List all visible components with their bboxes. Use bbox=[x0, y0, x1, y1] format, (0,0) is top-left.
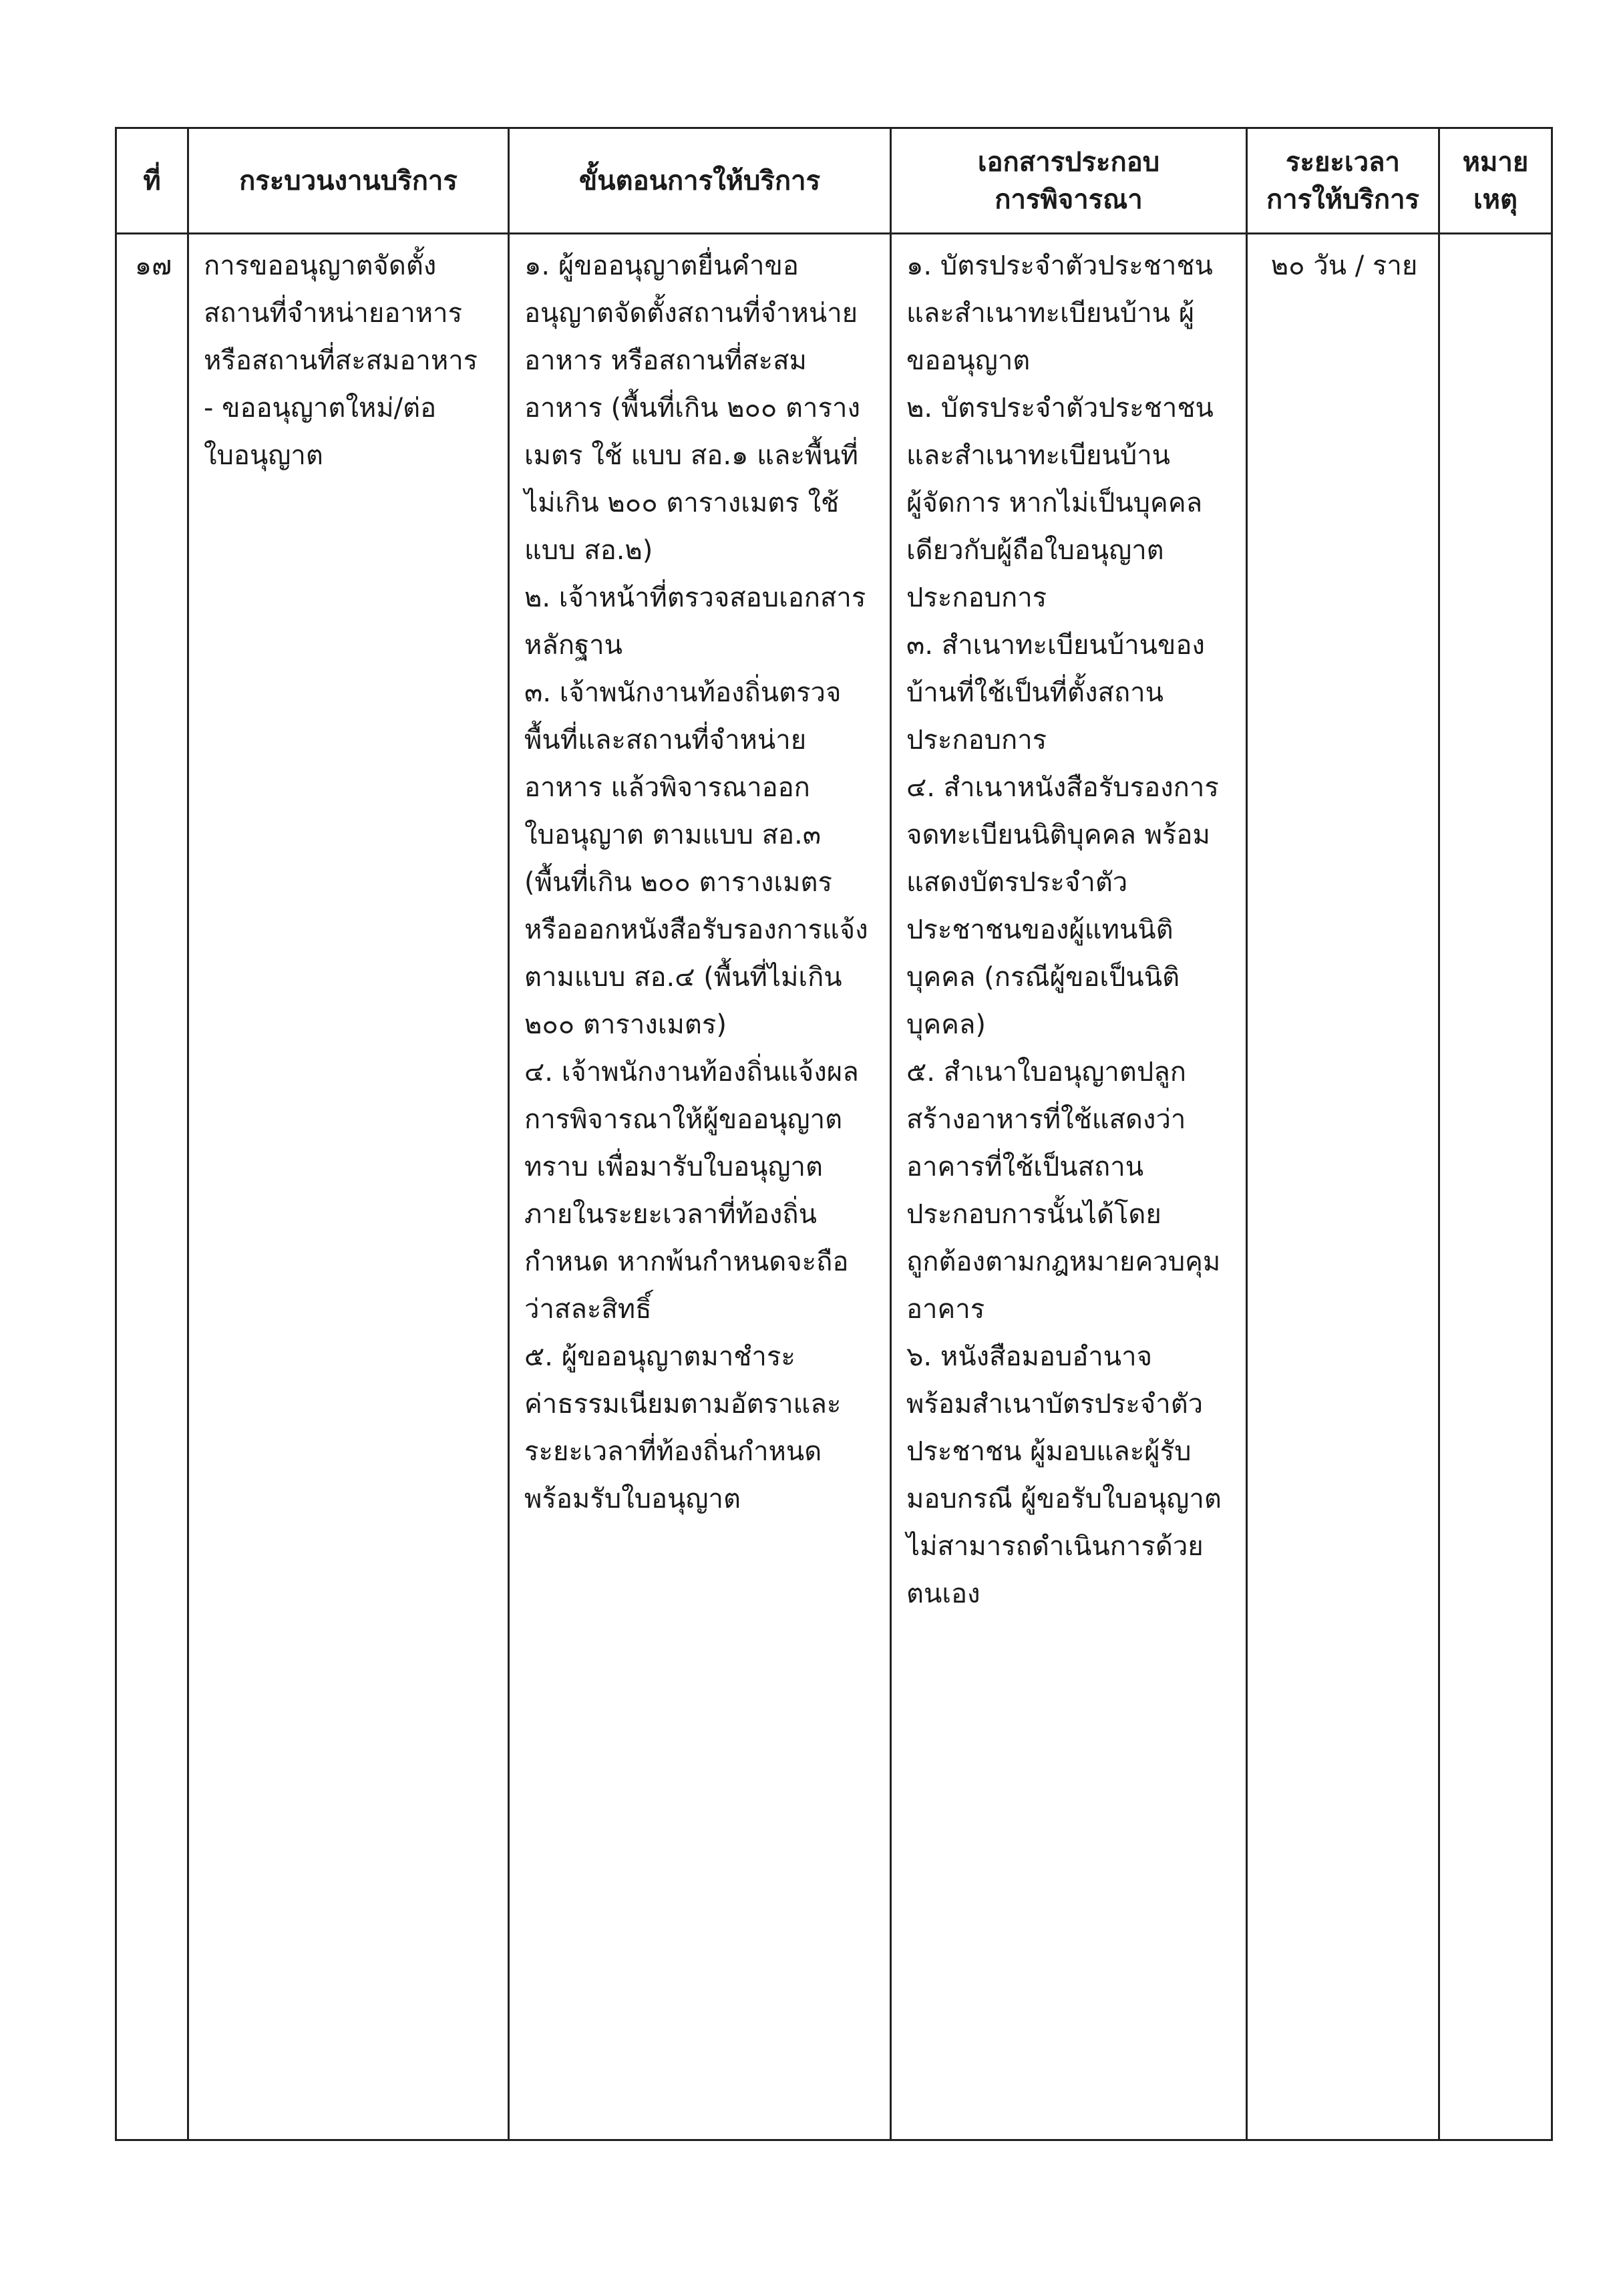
document-line: ๕. สำเนาใบอนุญาตปลูก bbox=[906, 1057, 1186, 1088]
documents-text bbox=[892, 234, 1246, 1618]
step-line: หรือออกหนังสือรับรองการแจ้ง bbox=[524, 915, 868, 945]
remark-text bbox=[1440, 234, 1551, 242]
document-line: ถูกต้องตามกฎหมายควบคุม bbox=[906, 1247, 1221, 1277]
document-line: ประกอบการ bbox=[906, 583, 1047, 613]
header-remark bbox=[1439, 128, 1552, 234]
document-line: และสำเนาทะเบียนบ้าน ผู้ bbox=[906, 298, 1195, 329]
document-line: ๒. บัตรประจำตัวประชาชน bbox=[906, 393, 1214, 424]
header-documents-line2: การพิจารณา bbox=[995, 184, 1143, 215]
document-line: ประกอบการ bbox=[906, 725, 1047, 756]
process-line: หรือสถานที่สะสมอาหาร bbox=[204, 345, 478, 376]
document-line: ตนเอง bbox=[906, 1579, 980, 1609]
document-line: มอบกรณี ผู้ขอรับใบอนุญาต bbox=[906, 1484, 1222, 1514]
document-line: จดทะเบียนนิติบุคคล พร้อม bbox=[906, 820, 1210, 850]
steps-text bbox=[510, 234, 890, 1523]
cell-process bbox=[188, 234, 509, 2140]
document-line: ๑. บัตรประจำตัวประชาชน bbox=[906, 251, 1213, 281]
document-line: เดียวกับผู้ถือใบอนุญาต bbox=[906, 535, 1164, 566]
header-steps: ขั้นตอนการให้บริการ bbox=[509, 128, 891, 234]
step-line: ๒. เจ้าหน้าที่ตรวจสอบเอกสาร bbox=[524, 583, 866, 613]
document-line: สร้างอาหารที่ใช้แสดงว่า bbox=[906, 1104, 1186, 1135]
step-line: ๒๐๐ ตารางเมตร) bbox=[524, 1009, 727, 1040]
step-line: อนุญาตจัดตั้งสถานที่จำหน่าย bbox=[524, 298, 858, 329]
step-line: ทราบ เพื่อมารับใบอนุญาต bbox=[524, 1152, 823, 1182]
header-no: ที่ bbox=[116, 128, 188, 234]
document-line: ๓. สำเนาทะเบียนบ้านของ bbox=[906, 630, 1205, 661]
step-line: อาหาร (พื้นที่เกิน ๒๐๐ ตาราง bbox=[524, 393, 860, 424]
step-line: ระยะเวลาที่ท้องถิ่นกำหนด bbox=[524, 1436, 822, 1467]
duration-text: ๒๐ วัน / ราย bbox=[1270, 251, 1418, 281]
header-remark-line1: หมาย bbox=[1462, 146, 1529, 178]
header-documents bbox=[891, 128, 1247, 234]
step-line: ๔. เจ้าพนักงานท้องถิ่นแจ้งผล bbox=[524, 1057, 859, 1088]
document-line: ๔. สำเนาหนังสือรับรองการ bbox=[906, 772, 1219, 803]
step-line: ๓. เจ้าพนักงานท้องถิ่นตรวจ bbox=[524, 677, 842, 708]
cell-remark bbox=[1439, 234, 1552, 2140]
table-row bbox=[116, 234, 1552, 2140]
header-duration bbox=[1247, 128, 1439, 234]
header-duration-line2: การให้บริการ bbox=[1266, 184, 1420, 215]
document-line: ประชาชน ผู้มอบและผู้รับ bbox=[906, 1436, 1192, 1467]
step-line: (พื้นที่เกิน ๒๐๐ ตารางเมตร bbox=[524, 867, 832, 898]
step-line: การพิจารณาให้ผู้ขออนุญาต bbox=[524, 1104, 843, 1135]
document-line: ผู้จัดการ หากไม่เป็นบุคคล bbox=[906, 488, 1203, 518]
header-documents-line1: เอกสารประกอบ bbox=[977, 146, 1160, 178]
row-number: ๑๗ bbox=[134, 251, 172, 281]
document-line: ขออนุญาต bbox=[906, 345, 1031, 376]
step-line: ๑. ผู้ขออนุญาตยื่นคำขอ bbox=[524, 251, 799, 281]
document-line: บุคคล (กรณีผู้ขอเป็นนิติ bbox=[906, 962, 1180, 993]
step-line: พื้นที่และสถานที่จำหน่าย bbox=[524, 725, 807, 756]
process-text bbox=[189, 234, 508, 480]
service-table bbox=[115, 127, 1553, 2141]
step-line: ภายในระยะเวลาที่ท้องถิ่น bbox=[524, 1199, 817, 1230]
process-line: ใบอนุญาต bbox=[204, 440, 323, 471]
step-line: ๕. ผู้ขออนุญาตมาชำระ bbox=[524, 1341, 795, 1372]
document-line: พร้อมสำเนาบัตรประจำตัว bbox=[906, 1389, 1204, 1420]
step-line: อาหาร หรือสถานที่สะสม bbox=[524, 345, 807, 376]
cell-duration bbox=[1247, 234, 1439, 2140]
process-line: สถานที่จำหน่ายอาหาร bbox=[204, 298, 463, 329]
cell-documents bbox=[891, 234, 1247, 2140]
cell-steps bbox=[509, 234, 891, 2140]
step-line: ค่าธรรมเนียมตามอัตราและ bbox=[524, 1389, 842, 1420]
document-line: ประชาชนของผู้แทนนิติ bbox=[906, 915, 1174, 945]
document-line: แสดงบัตรประจำตัว bbox=[906, 867, 1128, 898]
step-line: แบบ สอ.๒) bbox=[524, 535, 653, 566]
table-header-row bbox=[116, 128, 1552, 234]
step-line: ว่าสละสิทธิ์ bbox=[524, 1294, 652, 1325]
document-line: อาคาร bbox=[906, 1294, 985, 1325]
step-line: ไม่เกิน ๒๐๐ ตารางเมตร ใช้ bbox=[524, 488, 840, 518]
step-line: อาหาร แล้วพิจารณาออก bbox=[524, 772, 810, 803]
cell-no bbox=[116, 234, 188, 2140]
step-line: หลักฐาน bbox=[524, 630, 622, 661]
step-line: เมตร ใช้ แบบ สอ.๑ และพื้นที่ bbox=[524, 440, 858, 471]
document-line: บุคคล) bbox=[906, 1009, 987, 1040]
step-line: พร้อมรับใบอนุญาต bbox=[524, 1484, 741, 1514]
document-line: อาคารที่ใช้เป็นสถาน bbox=[906, 1152, 1144, 1182]
step-line: ใบอนุญาต ตามแบบ สอ.๓ bbox=[524, 820, 822, 850]
header-process: กระบวนงานบริการ bbox=[188, 128, 509, 234]
document-line: ไม่สามารถดำเนินการด้วย bbox=[906, 1531, 1204, 1562]
process-line: - ขออนุญาตใหม่/ต่อ bbox=[204, 393, 437, 424]
header-remark-line2: เหตุ bbox=[1473, 184, 1517, 215]
step-line: กำหนด หากพ้นกำหนดจะถือ bbox=[524, 1247, 849, 1277]
step-line: ตามแบบ สอ.๔ (พื้นที่ไม่เกิน bbox=[524, 962, 842, 993]
header-duration-line1: ระยะเวลา bbox=[1286, 146, 1400, 178]
document-line: บ้านที่ใช้เป็นที่ตั้งสถาน bbox=[906, 677, 1164, 708]
document-line: ประกอบการนั้นได้โดย bbox=[906, 1199, 1161, 1230]
document-line: ๖. หนังสือมอบอำนาจ bbox=[906, 1341, 1153, 1372]
document-line: และสำเนาทะเบียนบ้าน bbox=[906, 440, 1171, 471]
process-line: การขออนุญาตจัดตั้ง bbox=[204, 251, 437, 281]
